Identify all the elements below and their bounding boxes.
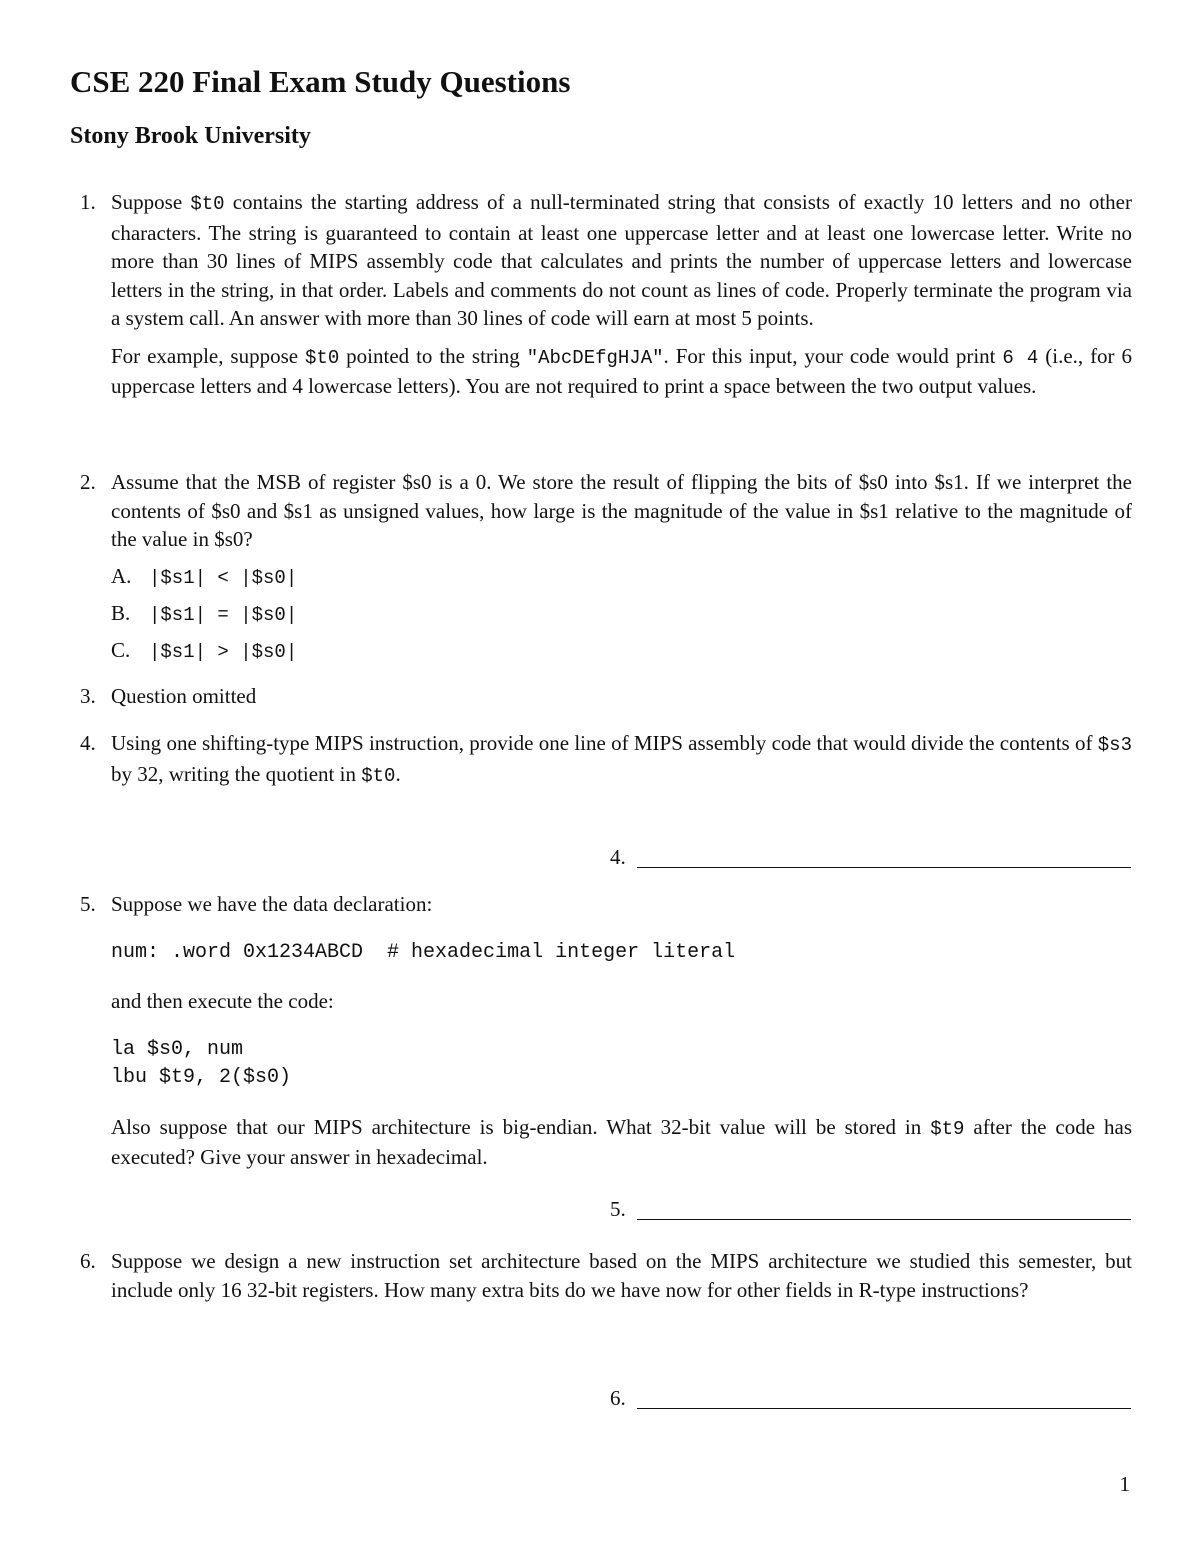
choice-a xyxy=(111,562,1132,599)
question-2-text: Assume that the MSB of register $s0 is a 0. We store the result of flipping the bits of $s0 into $s1. If we interpret the contents of $s0 and $s1 as unsigned values, how large is the magnitude of the value in $s1 relative to the magnitude of the value in $s0? xyxy=(111,470,1132,551)
question-5-outro xyxy=(111,1113,1132,1172)
answer-blank-6[interactable] xyxy=(610,1384,1131,1414)
page-number: 1 xyxy=(1119,1472,1130,1496)
answer-label: 4. xyxy=(610,845,626,869)
data-declaration-code: num: .word 0x1234ABCD # hexadecimal integer literal xyxy=(111,940,736,964)
code-line: lbu $t9, 2($s0) xyxy=(111,1066,292,1089)
code-listing xyxy=(111,1036,1132,1093)
document-title: CSE 220 Final Exam Study Questions xyxy=(70,64,571,99)
answer-rule xyxy=(637,1219,1131,1220)
text-run: (i.e., for 6 uppercase letters and 4 lowercase letters). You are not required to print a space between the two output values. xyxy=(111,343,1132,398)
choice-text: |$s1| = |$s0| xyxy=(149,603,298,626)
answer-label: 6. xyxy=(610,1386,626,1410)
question-number: 2. xyxy=(80,470,96,494)
text-run: . For this input, your code would print xyxy=(663,343,1003,368)
choice-label: A. xyxy=(111,563,132,588)
choice-b xyxy=(111,599,1132,636)
text-run: contains the starting address of a null-terminated string that consists of exactly 10 letters and no other characters. The string is guaranteed to contain at least one uppercase letter and at least one lowercase letter. Write no more than 30 lines of MIPS assembly code that calculates and prints the number of uppercase letters and lowercase letters in the string, in that order. Labels and comments do not count as lines of code. Properly terminate the program via a system call. An answer with more than 30 lines of code will earn at most 5 points. xyxy=(111,190,1132,330)
question-number: 1. xyxy=(80,190,96,214)
question-body xyxy=(111,188,1132,401)
answer-rule xyxy=(637,1408,1131,1409)
register-code: $t0 xyxy=(190,193,225,215)
text-run: by 32, writing the quotient in xyxy=(111,761,362,786)
document-subtitle: Stony Brook University xyxy=(70,123,311,149)
register-code: $t0 xyxy=(361,764,396,787)
question-number: 6. xyxy=(80,1249,96,1273)
text-run: . xyxy=(395,761,401,786)
question-5-intro: Suppose we have the data declaration: xyxy=(111,892,433,916)
register-code: $t9 xyxy=(930,1117,965,1140)
text-run: Using one shifting-type MIPS instruction, provide one line of MIPS assembly code that would divide the contents of xyxy=(111,731,1098,755)
question-6-text: Suppose we design a new instruction set architecture based on the MIPS architecture we studied this semester, but include only 16 32-bit registers. How many extra bits do we have now for other fields in R-type instructions? xyxy=(111,1249,1132,1302)
answer-blank-5[interactable] xyxy=(610,1195,1131,1225)
question-body xyxy=(111,890,1132,1172)
choice-label: C. xyxy=(111,637,131,662)
question-body xyxy=(111,468,1132,673)
choice-text: |$s1| < |$s0| xyxy=(149,566,298,589)
output-code: 6 4 xyxy=(1002,346,1039,369)
question-body xyxy=(111,729,1132,790)
text-run: pointed to the string xyxy=(339,343,527,368)
text-run: Also suppose that our MIPS architecture is big-endian. What 32-bit value will be stored in xyxy=(111,1114,931,1139)
choice-c xyxy=(111,636,1132,673)
question-2 xyxy=(70,468,1132,673)
question-1-paragraph-1 xyxy=(111,188,1132,333)
text-run: For example, suppose xyxy=(111,343,306,368)
question-1-paragraph-2 xyxy=(111,342,1132,401)
question-number: 5. xyxy=(80,892,96,916)
question-4 xyxy=(70,729,1132,790)
string-literal-code: "AbcDEfgHJA" xyxy=(526,346,664,369)
choice-label: B. xyxy=(111,600,131,625)
question-body xyxy=(111,1247,1132,1304)
question-number: 3. xyxy=(80,684,96,708)
question-5-mid: and then execute the code: xyxy=(111,989,334,1013)
question-body xyxy=(111,682,1132,711)
question-number: 4. xyxy=(80,731,96,755)
answer-rule xyxy=(637,867,1131,868)
answer-label: 5. xyxy=(610,1197,626,1221)
question-5 xyxy=(70,890,1132,1172)
question-4-text xyxy=(111,729,1132,790)
register-code: $s3 xyxy=(1097,734,1132,756)
question-3 xyxy=(70,682,1132,711)
question-3-text: Question omitted xyxy=(111,684,257,708)
register-code: $t0 xyxy=(305,346,340,369)
question-1 xyxy=(70,188,1132,401)
text-run: Suppose xyxy=(111,190,191,214)
answer-blank-4[interactable] xyxy=(610,843,1131,873)
question-6 xyxy=(70,1247,1132,1304)
choice-text: |$s1| > |$s0| xyxy=(149,640,298,663)
code-line: la $s0, num xyxy=(111,1037,244,1061)
text-run: after the code has executed? Give your answer in hexadecimal. xyxy=(111,1114,1132,1169)
